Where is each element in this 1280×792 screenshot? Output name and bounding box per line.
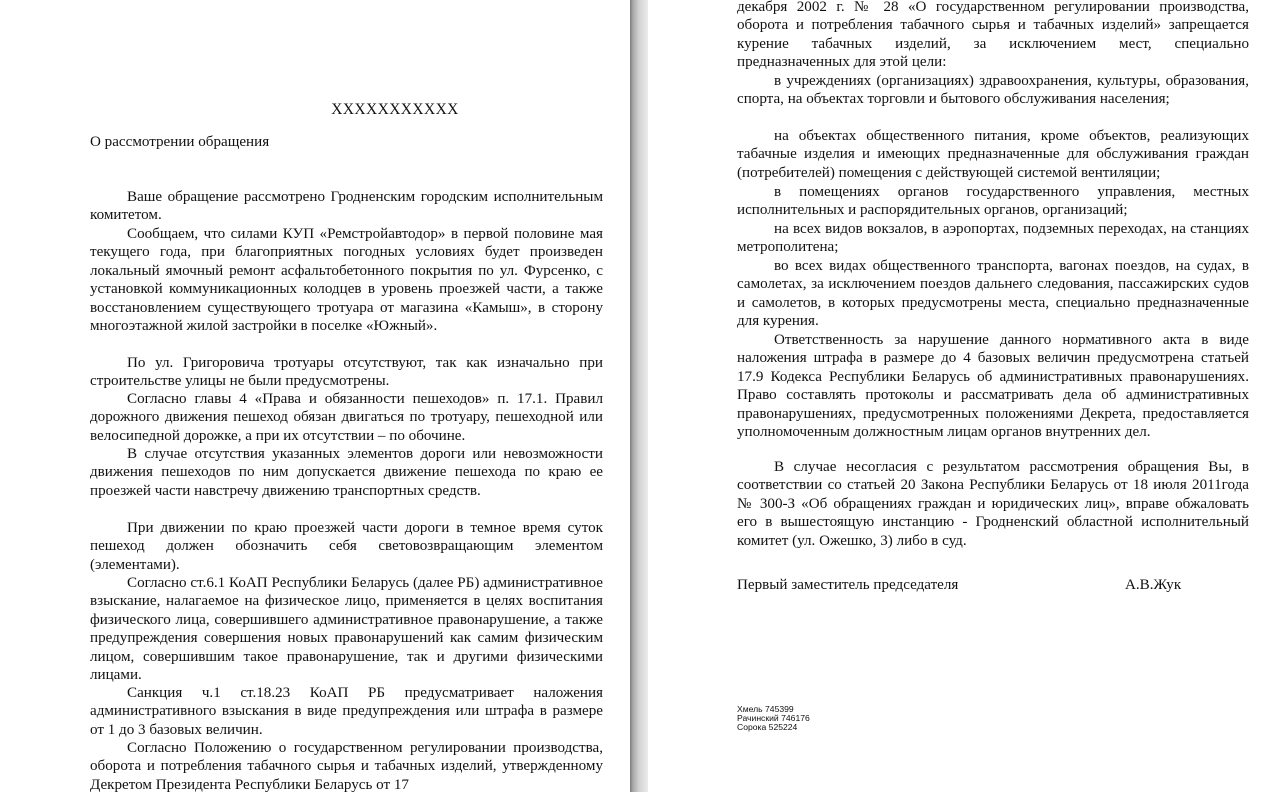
paragraph: Согласно ст.6.1 КоАП Республики Беларусь (далее РБ) административное взыскание, налагаемое на физическое лицо, применяется в целях воспитания физического лица, совершившего административное правонарушение, а также предупреждения совершения новых правонарушений как самим физическим лицом, совершившим такое правонарушение, так и другими физическими лицами.	[90, 575, 603, 684]
contact-line: Сорока 525224	[737, 722, 798, 732]
paragraph: в учреждениях (организациях) здравоохранения, культуры, образования, спорта, на объектах торговли и бытового обслуживания населения;	[737, 73, 1249, 108]
paragraph: во всех видах общественного транспорта, вагонах поездов, на судах, в самолетах, за исключением поездов дальнего следования, пассажирских судов и самолетов, в которых предусмотрены места, специально предназначенные для курения.	[737, 258, 1249, 330]
page-gap	[630, 0, 648, 792]
document-subject: О рассмотрении обращения	[90, 134, 270, 150]
paragraph: Согласно Положению о государственном регулировании производства, оборота и потребления табачного сырья и табачных изделий, утвержденному Декретом Президента Республики Беларусь от 17	[90, 740, 603, 792]
paragraph: Санкция ч.1 ст.18.23 КоАП РБ предусматривает наложения административного взыскания в виде предупреждения или штрафа в размере от 1 до 3 базовых величин.	[90, 685, 603, 738]
document-heading: XXXXXXXXXXX	[331, 101, 459, 118]
paragraph: В случае несогласия с результатом рассмотрения обращения Вы, в соответствии со статьей 20 Закона Республики Беларусь от 18 июля 2011года № 300-З «Об обращениях граждан и юридических лиц», вправе обжаловать его в вышестоящую инстанцию - Гродненский областной исполнительный комитет (ул. Ожешко, 3) либо в суд.	[737, 459, 1249, 549]
paragraph: на объектах общественного питания, кроме объектов, реализующих табачные изделия и имеющих предназначенные для обслуживания граждан (потребителей) помещения с действующей системой вентиляции;	[737, 128, 1249, 181]
contact-line: Рачинский 746176	[737, 713, 810, 723]
paragraph: В случае отсутствия указанных элементов дороги или невозможности движения пешеходов по ним допускается движение пешехода по краю ее проезжей части навстречу движению транспортных средств.	[90, 446, 603, 499]
paragraph: По ул. Григоровича тротуары отсутствуют, так как изначально при строительстве улицы не были предусмотрены.	[90, 355, 603, 390]
signature-name: А.В.Жук	[1125, 577, 1182, 593]
paragraph: При движении по краю проезжей части дороги в темное время суток пешеход должен обозначить себя световозвращающим элементом (элементами).	[90, 520, 603, 573]
document-page-right	[648, 0, 1280, 792]
contact-line: Хмель 745399	[737, 704, 794, 714]
paragraph: Сообщаем, что силами КУП «Ремстройавтодор» в первой половине мая текущего года, при благоприятных погодных условиях будет произведен локальный ямочный ремонт асфальтобетонного покрытия по ул. Фурсенко, с установкой коммуникационных колодцев в уровень проезжей части, а также восстановлением существующего тротуара от магазина «Камыш», в сторону многоэтажной жилой застройки в поселке «Южный».	[90, 226, 603, 335]
paragraph: Ответственность за нарушение данного нормативного акта в виде наложения штрафа в размере до 4 базовых величин предусмотрена статьей 17.9 Кодекса Республики Беларусь об административных правонарушениях. Право составлять протоколы и рассматривать дела об административных правонарушениях, предусмотренных положениями Декрета, предоставляется уполномоченным должностным лицам органов внутренних дел.	[737, 332, 1249, 441]
paragraph: на всех видов вокзалов, в аэропортах, подземных переходах, на станциях метрополитена;	[737, 221, 1249, 256]
paragraph: в помещениях органов государственного управления, местных исполнительных и распорядительных органов, организаций;	[737, 184, 1249, 219]
document-page-left	[0, 0, 630, 792]
paragraph: Согласно главы 4 «Права и обязанности пешеходов» п. 17.1. Правил дорожного движения пешеход обязан двигаться по тротуару, пешеходной или велосипедной дорожке, а при их отсутствии – по обочине.	[90, 391, 603, 444]
paragraph: Ваше обращение рассмотрено Гродненским городским исполнительным комитетом.	[90, 189, 603, 224]
paragraph: декабря 2002 г. № 28 «О государственном регулировании производства, оборота и потребления табачного сырья и табачных изделий» запрещается курение табачных изделий, за исключением мест, специально предназначенных для этой цели:	[737, 0, 1249, 71]
signature-title: Первый заместитель председателя	[737, 577, 959, 593]
